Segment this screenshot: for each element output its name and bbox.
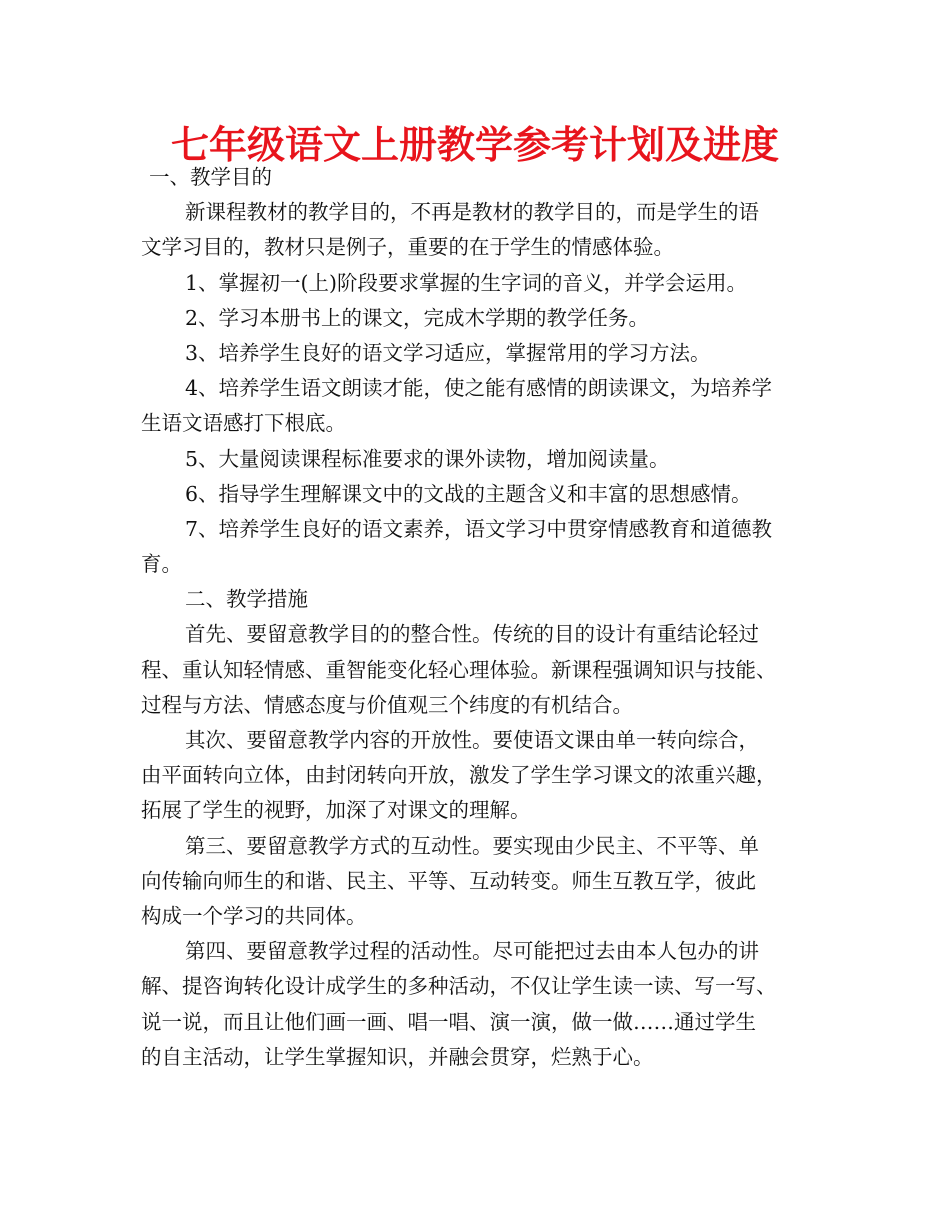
list-item-6: 6、指导学生理解课文中的文战的主题含义和丰富的思想感情。: [185, 481, 752, 506]
list-item-5: 5、大量阅读课程标准要求的课外读物，增加阅读量。: [185, 446, 670, 471]
paragraph-line: 过程与方法、情感态度与价值观三个纬度的有机结合。: [141, 692, 633, 717]
paragraph-line: 构成一个学习的共同体。: [141, 903, 367, 928]
document-body: [141, 160, 816, 1075]
paragraph-line: 新课程教材的教学目的，不再是教材的教学目的，而是学生的语: [185, 200, 759, 225]
list-item-4-cont: 生语文语感打下根底。: [141, 411, 346, 436]
list-item-7: 7、培养学生良好的语文素养，语文学习中贯穿情感教育和道德教: [185, 516, 773, 541]
section-heading-teaching-goals: 一、教学目的: [149, 165, 272, 189]
list-item-2: 2、学习本册书上的课文，完成木学期的教学任务。: [185, 305, 650, 330]
paragraph-line: 文学习目的，教材只是例子，重要的在于学生的情感体验。: [141, 235, 674, 260]
paragraph-line: 首先、要留意教学目的的整合性。传统的目的设计有重结论轻过: [185, 622, 759, 647]
paragraph-line: 第三、要留意教学方式的互动性。要实现由少民主、不平等、单: [185, 833, 759, 858]
list-item-3: 3、培养学生良好的语文学习适应，掌握常用的学习方法。: [185, 340, 711, 365]
paragraph-line: 由平面转向立体，由封闭转向开放，激发了学生学习课文的浓重兴趣，: [141, 763, 777, 788]
list-item-4: 4、培养学生语文朗读才能，使之能有感情的朗读课文，为培养学: [185, 376, 773, 401]
paragraph-line: 第四、要留意教学过程的活动性。尽可能把过去由本人包办的讲: [185, 939, 759, 964]
paragraph-line: 拓展了学生的视野，加深了对课文的理解。: [141, 798, 531, 823]
paragraph-line: 的自主活动，让学生掌握知识，并融会贯穿，烂熟于心。: [141, 1044, 654, 1069]
list-item-1: 1、掌握初一(上)阶段要求掌握的生字词的音义，并学会运用。: [185, 270, 748, 295]
document-title: 七年级语文上册教学参考计划及进度: [170, 123, 779, 167]
paragraph-line: 向传输向师生的和谐、民主、平等、互动转变。师生互教互学，彼此: [141, 868, 756, 893]
paragraph-line: 解、提咨询转化设计成学生的多种活动，不仅让学生读一读、写一写、: [141, 974, 777, 999]
section-heading-teaching-measures: 二、教学措施: [185, 587, 308, 612]
paragraph-line: 程、重认知轻情感、重智能变化轻心理体验。新课程强调知识与技能、: [141, 657, 777, 682]
paragraph-line: 其次、要留意教学内容的开放性。要使语文课由单一转向综合，: [185, 728, 759, 752]
paragraph-line: 说一说，而且让他们画一画、唱一唱、演一演，做一做……通过学生: [141, 1009, 756, 1034]
list-item-7-cont: 育。: [141, 552, 182, 577]
